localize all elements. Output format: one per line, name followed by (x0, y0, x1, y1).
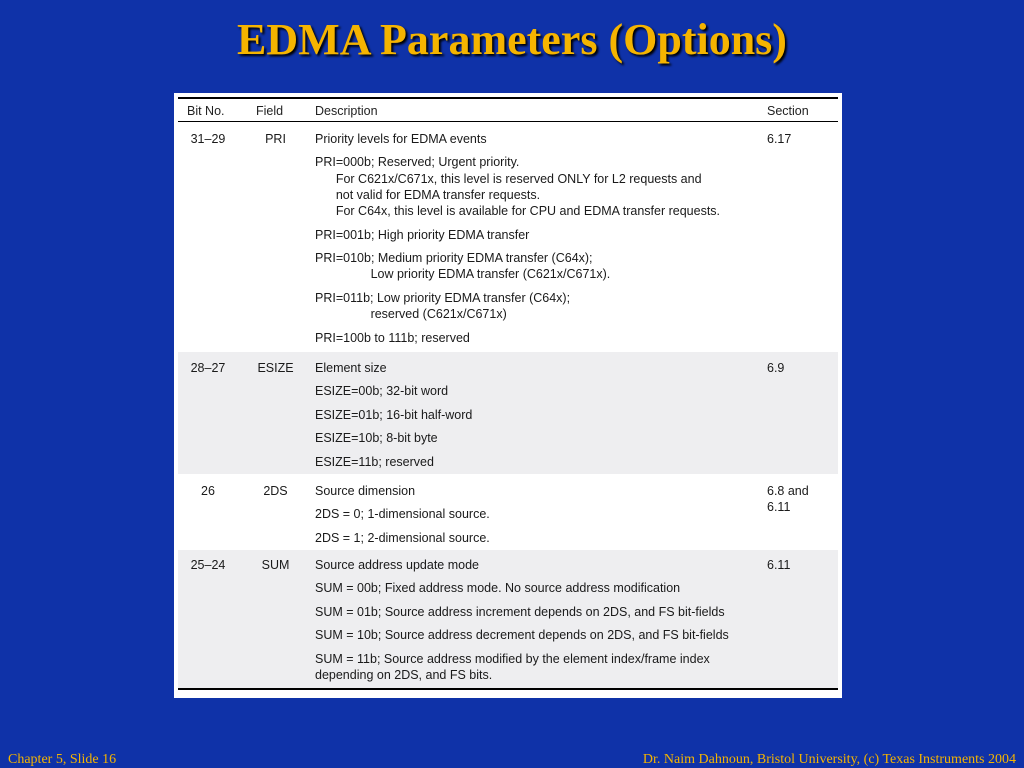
header-description: Description (315, 104, 378, 118)
description (315, 475, 760, 549)
section-ref: 6.8 and (767, 484, 809, 498)
table-row-pri (178, 123, 838, 351)
edma-options-table (174, 93, 842, 698)
header-bit-no: Bit No. (187, 104, 225, 118)
field-name: ESIZE (257, 361, 294, 375)
description-line: not valid for EDMA transfer requests. (315, 188, 541, 202)
description-line: For C64x, this level is available for CPU and EDMA transfer requests. (315, 204, 721, 218)
description-line: SUM = 10b; Source address decrement depends on 2DS, and FS bit-fields (315, 628, 729, 642)
section-ref: 6.17 (767, 132, 792, 146)
field-name: 2DS (263, 484, 288, 498)
description-line: For C621x/C671x, this level is reserved ONLY for L2 requests and (315, 172, 702, 186)
section-ref: 6.9 (767, 361, 785, 375)
table-row-esize (178, 352, 838, 474)
description (315, 123, 760, 351)
description-line: ESIZE=00b; 32-bit word (315, 384, 449, 398)
description-line: PRI=011b; Low priority EDMA transfer (C64x); (315, 291, 571, 305)
description (315, 352, 760, 474)
table-row-sum (178, 550, 838, 688)
description-line: SUM = 01b; Source address increment depends on 2DS, and FS bit-fields (315, 605, 725, 619)
header-section: Section (767, 104, 809, 118)
bit-number: 31–29 (190, 132, 226, 146)
description-line: Priority levels for EDMA events (315, 132, 487, 146)
bit-number: 28–27 (190, 361, 226, 375)
description-line: 2DS = 0; 1-dimensional source. (315, 507, 490, 521)
bit-number: 26 (201, 484, 215, 498)
description-line: PRI=000b; Reserved; Urgent priority. (315, 155, 520, 169)
description-line: ESIZE=10b; 8-bit byte (315, 431, 438, 445)
field-name: PRI (265, 132, 286, 146)
description-line: reserved (C621x/C671x) (315, 307, 507, 321)
section-ref: 6.11 (767, 558, 791, 572)
description-line: Low priority EDMA transfer (C621x/C671x). (315, 267, 611, 281)
table-bottom-rule (178, 688, 838, 690)
description-line: SUM = 11b; Source address modified by the element index/frame index (315, 652, 710, 666)
footer-slide-number: Chapter 5, Slide 16 (8, 752, 117, 767)
field-name: SUM (261, 558, 290, 572)
description-line: depending on 2DS, and FS bits. (315, 668, 493, 682)
slide-title: EDMA Parameters (Options) (237, 15, 787, 64)
table-top-rule (178, 97, 838, 99)
description-line: 2DS = 1; 2-dimensional source. (315, 531, 490, 545)
description-line: ESIZE=11b; reserved (315, 455, 434, 469)
header-field: Field (256, 104, 284, 118)
description-line: Source dimension (315, 484, 416, 498)
bit-number: 25–24 (190, 558, 226, 572)
description-line: Source address update mode (315, 558, 479, 572)
table-header-rule (178, 121, 838, 122)
table-row-2ds (178, 475, 838, 549)
description-line: ESIZE=01b; 16-bit half-word (315, 408, 473, 422)
description-line: PRI=010b; Medium priority EDMA transfer (C64x); (315, 251, 593, 265)
description-line: PRI=001b; High priority EDMA transfer (315, 228, 530, 242)
section-ref-continued: 6.11 (767, 500, 791, 514)
description-line: SUM = 00b; Fixed address mode. No source address modification (315, 581, 681, 595)
description (315, 550, 760, 688)
footer-credits: Dr. Naim Dahnoun, Bristol University, (c) Texas Instruments 2004 (642, 752, 1016, 767)
description-line: Element size (315, 361, 387, 375)
description-line: PRI=100b to 111b; reserved (315, 331, 470, 345)
